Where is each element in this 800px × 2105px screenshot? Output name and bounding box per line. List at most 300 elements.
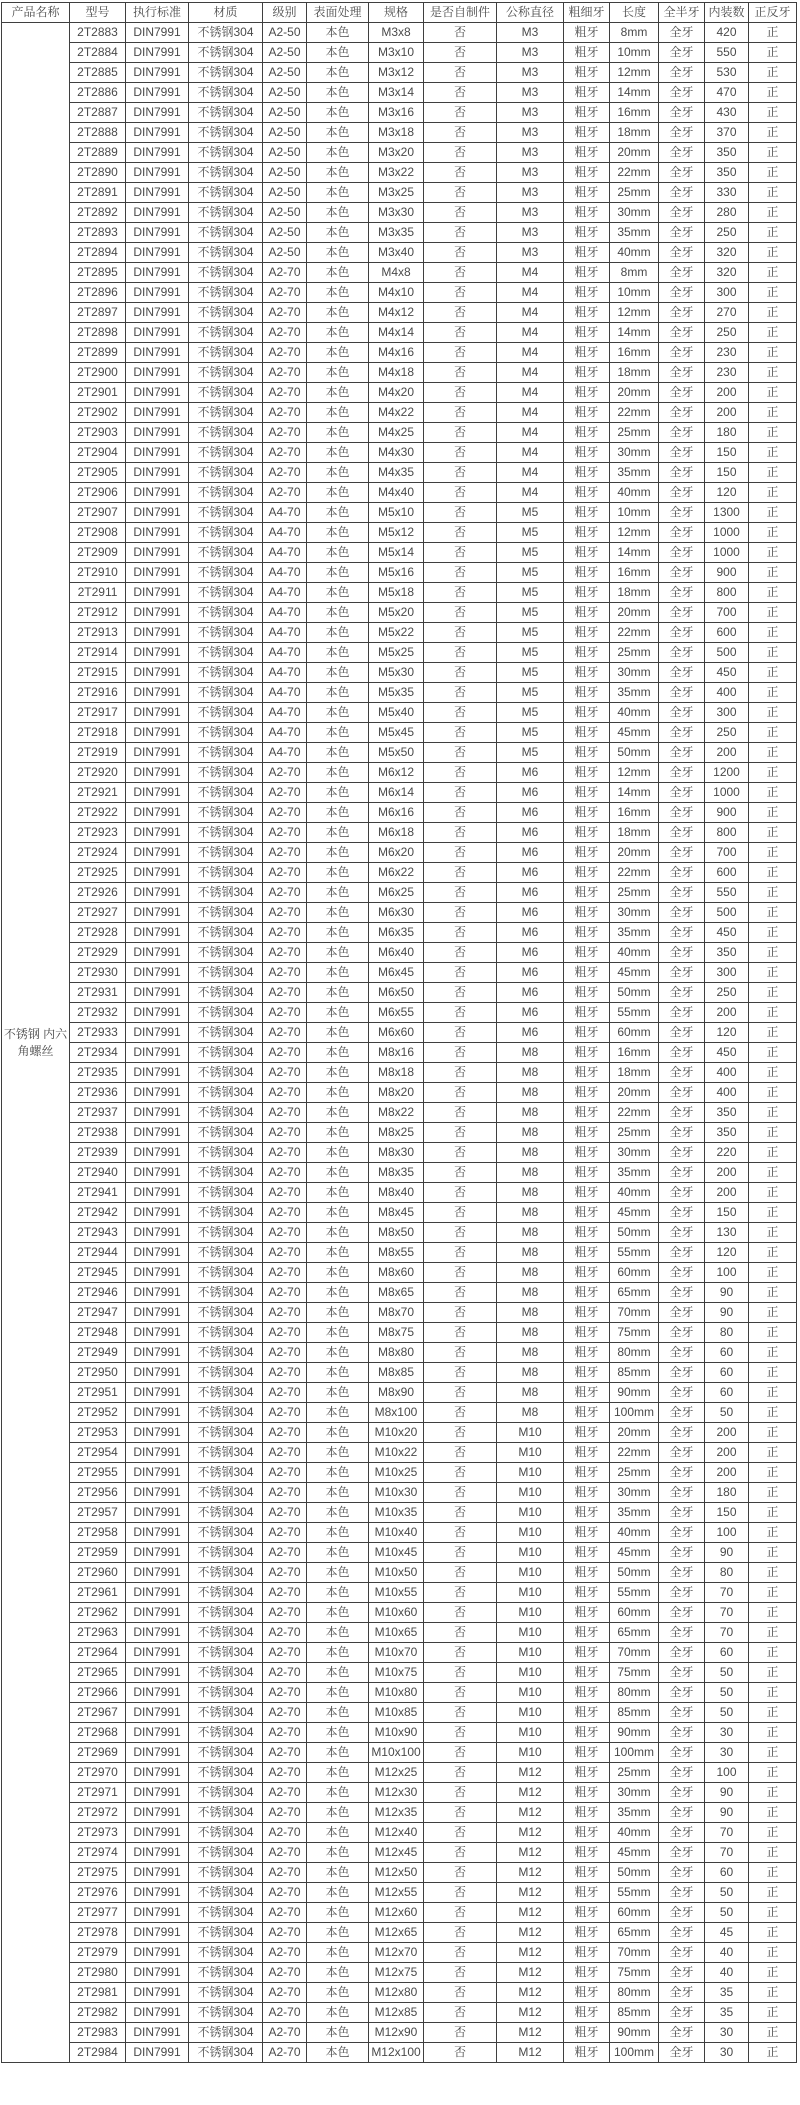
cell-spec: M12x35: [369, 1803, 424, 1823]
cell-length: 14mm: [610, 83, 659, 103]
table-row: [2, 663, 797, 683]
cell-grade: A2-50: [263, 63, 307, 83]
cell-model: 2T2901: [70, 383, 126, 403]
cell-spec: M6x50: [369, 983, 424, 1003]
cell-selfmade: 否: [424, 1543, 497, 1563]
cell-surface: 本色: [307, 763, 369, 783]
cell-diameter: M5: [497, 683, 564, 703]
cell-fullthread: 全牙: [659, 1643, 705, 1663]
cell-grade: A2-70: [263, 1723, 307, 1743]
cell-fullthread: 全牙: [659, 1123, 705, 1143]
cell-fullthread: 全牙: [659, 1323, 705, 1343]
cell-standard: DIN7991: [126, 903, 189, 923]
cell-material: 不锈钢304: [189, 1123, 263, 1143]
cell-direction: 正: [749, 783, 797, 803]
cell-surface: 本色: [307, 1043, 369, 1063]
cell-material: 不锈钢304: [189, 443, 263, 463]
cell-selfmade: 否: [424, 1083, 497, 1103]
cell-spec: M3x40: [369, 243, 424, 263]
cell-fullthread: 全牙: [659, 303, 705, 323]
cell-material: 不锈钢304: [189, 563, 263, 583]
cell-standard: DIN7991: [126, 1723, 189, 1743]
cell-pitch: 粗牙: [564, 463, 610, 483]
cell-material: 不锈钢304: [189, 1283, 263, 1303]
cell-direction: 正: [749, 183, 797, 203]
cell-surface: 本色: [307, 1803, 369, 1823]
cell-fullthread: 全牙: [659, 1443, 705, 1463]
cell-length: 30mm: [610, 203, 659, 223]
table-row: [2, 943, 797, 963]
table-row: [2, 43, 797, 63]
cell-diameter: M12: [497, 1963, 564, 1983]
cell-selfmade: 否: [424, 1243, 497, 1263]
cell-standard: DIN7991: [126, 363, 189, 383]
cell-surface: 本色: [307, 1163, 369, 1183]
cell-pitch: 粗牙: [564, 1243, 610, 1263]
cell-spec: M3x10: [369, 43, 424, 63]
cell-grade: A2-50: [263, 143, 307, 163]
cell-pitch: 粗牙: [564, 1663, 610, 1683]
table-row: [2, 1263, 797, 1283]
cell-selfmade: 否: [424, 303, 497, 323]
cell-material: 不锈钢304: [189, 1603, 263, 1623]
cell-grade: A2-50: [263, 43, 307, 63]
cell-model: 2T2932: [70, 1003, 126, 1023]
cell-fullthread: 全牙: [659, 223, 705, 243]
cell-surface: 本色: [307, 343, 369, 363]
cell-selfmade: 否: [424, 183, 497, 203]
table-row: [2, 23, 797, 43]
table-row: [2, 1543, 797, 1563]
cell-standard: DIN7991: [126, 1683, 189, 1703]
cell-material: 不锈钢304: [189, 743, 263, 763]
table-row: [2, 1223, 797, 1243]
cell-standard: DIN7991: [126, 583, 189, 603]
cell-fullthread: 全牙: [659, 1263, 705, 1283]
cell-length: 25mm: [610, 1123, 659, 1143]
cell-surface: 本色: [307, 1363, 369, 1383]
cell-material: 不锈钢304: [189, 1303, 263, 1323]
cell-diameter: M10: [497, 1543, 564, 1563]
cell-grade: A4-70: [263, 543, 307, 563]
cell-standard: DIN7991: [126, 123, 189, 143]
cell-spec: M5x45: [369, 723, 424, 743]
col-header-surface: 表面处理: [307, 3, 369, 23]
cell-selfmade: 否: [424, 743, 497, 763]
cell-material: 不锈钢304: [189, 723, 263, 743]
cell-qty: 70: [705, 1843, 749, 1863]
cell-grade: A2-70: [263, 1703, 307, 1723]
cell-selfmade: 否: [424, 383, 497, 403]
cell-fullthread: 全牙: [659, 1343, 705, 1363]
table-row: [2, 403, 797, 423]
cell-selfmade: 否: [424, 1603, 497, 1623]
cell-pitch: 粗牙: [564, 683, 610, 703]
cell-qty: 550: [705, 883, 749, 903]
cell-standard: DIN7991: [126, 483, 189, 503]
cell-qty: 400: [705, 683, 749, 703]
cell-selfmade: 否: [424, 1923, 497, 1943]
cell-direction: 正: [749, 303, 797, 323]
cell-length: 70mm: [610, 1303, 659, 1323]
cell-direction: 正: [749, 563, 797, 583]
cell-qty: 300: [705, 283, 749, 303]
cell-length: 30mm: [610, 1783, 659, 1803]
cell-qty: 220: [705, 1143, 749, 1163]
cell-spec: M8x90: [369, 1383, 424, 1403]
cell-direction: 正: [749, 463, 797, 483]
cell-qty: 1300: [705, 503, 749, 523]
cell-standard: DIN7991: [126, 543, 189, 563]
cell-surface: 本色: [307, 863, 369, 883]
cell-selfmade: 否: [424, 1003, 497, 1023]
cell-model: 2T2947: [70, 1303, 126, 1323]
cell-spec: M10x40: [369, 1523, 424, 1543]
cell-length: 60mm: [610, 1903, 659, 1923]
cell-diameter: M8: [497, 1163, 564, 1183]
cell-length: 40mm: [610, 243, 659, 263]
cell-pitch: 粗牙: [564, 2043, 610, 2063]
cell-fullthread: 全牙: [659, 163, 705, 183]
cell-standard: DIN7991: [126, 1623, 189, 1643]
cell-spec: M3x12: [369, 63, 424, 83]
cell-surface: 本色: [307, 443, 369, 463]
cell-selfmade: 否: [424, 2023, 497, 2043]
cell-qty: 250: [705, 723, 749, 743]
cell-diameter: M6: [497, 763, 564, 783]
cell-spec: M6x45: [369, 963, 424, 983]
cell-spec: M3x25: [369, 183, 424, 203]
cell-fullthread: 全牙: [659, 1283, 705, 1303]
cell-spec: M4x22: [369, 403, 424, 423]
cell-length: 25mm: [610, 1463, 659, 1483]
cell-length: 30mm: [610, 903, 659, 923]
table-row: [2, 1003, 797, 1023]
table-row: [2, 1363, 797, 1383]
cell-model: 2T2918: [70, 723, 126, 743]
cell-direction: 正: [749, 583, 797, 603]
cell-diameter: M8: [497, 1143, 564, 1163]
cell-length: 65mm: [610, 1283, 659, 1303]
cell-qty: 50: [705, 1883, 749, 1903]
cell-material: 不锈钢304: [189, 543, 263, 563]
cell-model: 2T2913: [70, 623, 126, 643]
cell-qty: 90: [705, 1783, 749, 1803]
cell-surface: 本色: [307, 1943, 369, 1963]
cell-material: 不锈钢304: [189, 923, 263, 943]
cell-material: 不锈钢304: [189, 863, 263, 883]
cell-qty: 320: [705, 243, 749, 263]
cell-direction: 正: [749, 323, 797, 343]
cell-qty: 550: [705, 43, 749, 63]
cell-material: 不锈钢304: [189, 1963, 263, 1983]
cell-length: 60mm: [610, 1023, 659, 1043]
cell-qty: 200: [705, 1163, 749, 1183]
cell-model: 2T2889: [70, 143, 126, 163]
cell-direction: 正: [749, 703, 797, 723]
cell-diameter: M12: [497, 1883, 564, 1903]
table-row: [2, 1403, 797, 1423]
cell-direction: 正: [749, 103, 797, 123]
cell-diameter: M12: [497, 1903, 564, 1923]
table-row: [2, 983, 797, 1003]
cell-diameter: M5: [497, 623, 564, 643]
cell-pitch: 粗牙: [564, 603, 610, 623]
cell-spec: M8x65: [369, 1283, 424, 1303]
table-row: [2, 963, 797, 983]
cell-length: 12mm: [610, 303, 659, 323]
cell-direction: 正: [749, 1623, 797, 1643]
cell-pitch: 粗牙: [564, 1063, 610, 1083]
cell-qty: 200: [705, 1183, 749, 1203]
cell-fullthread: 全牙: [659, 1083, 705, 1103]
cell-pitch: 粗牙: [564, 83, 610, 103]
col-header-qty: 内装数: [705, 3, 749, 23]
cell-surface: 本色: [307, 423, 369, 443]
cell-material: 不锈钢304: [189, 783, 263, 803]
cell-direction: 正: [749, 2043, 797, 2063]
cell-surface: 本色: [307, 1723, 369, 1743]
cell-length: 30mm: [610, 443, 659, 463]
cell-direction: 正: [749, 1083, 797, 1103]
cell-selfmade: 否: [424, 1023, 497, 1043]
cell-standard: DIN7991: [126, 1343, 189, 1363]
cell-material: 不锈钢304: [189, 203, 263, 223]
cell-standard: DIN7991: [126, 723, 189, 743]
cell-length: 20mm: [610, 383, 659, 403]
cell-diameter: M8: [497, 1343, 564, 1363]
table-row: [2, 1123, 797, 1143]
cell-length: 55mm: [610, 1583, 659, 1603]
cell-pitch: 粗牙: [564, 1223, 610, 1243]
cell-model: 2T2921: [70, 783, 126, 803]
cell-model: 2T2916: [70, 683, 126, 703]
cell-direction: 正: [749, 1603, 797, 1623]
table-row: [2, 1283, 797, 1303]
cell-model: 2T2944: [70, 1243, 126, 1263]
cell-model: 2T2950: [70, 1363, 126, 1383]
cell-model: 2T2894: [70, 243, 126, 263]
cell-pitch: 粗牙: [564, 1623, 610, 1643]
cell-direction: 正: [749, 763, 797, 783]
cell-diameter: M3: [497, 143, 564, 163]
cell-pitch: 粗牙: [564, 1483, 610, 1503]
cell-diameter: M8: [497, 1063, 564, 1083]
cell-model: 2T2922: [70, 803, 126, 823]
cell-standard: DIN7991: [126, 1743, 189, 1763]
cell-spec: M8x80: [369, 1343, 424, 1363]
cell-diameter: M10: [497, 1443, 564, 1463]
cell-model: 2T2883: [70, 23, 126, 43]
cell-spec: M8x100: [369, 1403, 424, 1423]
cell-selfmade: 否: [424, 223, 497, 243]
cell-diameter: M4: [497, 483, 564, 503]
cell-qty: 100: [705, 1263, 749, 1283]
cell-direction: 正: [749, 1823, 797, 1843]
cell-selfmade: 否: [424, 823, 497, 843]
cell-material: 不锈钢304: [189, 1983, 263, 2003]
cell-spec: M5x30: [369, 663, 424, 683]
cell-spec: M3x30: [369, 203, 424, 223]
cell-diameter: M12: [497, 1783, 564, 1803]
cell-surface: 本色: [307, 1503, 369, 1523]
cell-length: 35mm: [610, 923, 659, 943]
table-row: [2, 323, 797, 343]
cell-length: 35mm: [610, 1163, 659, 1183]
cell-surface: 本色: [307, 1883, 369, 1903]
cell-model: 2T2954: [70, 1443, 126, 1463]
cell-length: 90mm: [610, 2023, 659, 2043]
cell-selfmade: 否: [424, 803, 497, 823]
cell-selfmade: 否: [424, 1063, 497, 1083]
cell-diameter: M5: [497, 703, 564, 723]
cell-fullthread: 全牙: [659, 1063, 705, 1083]
cell-material: 不锈钢304: [189, 883, 263, 903]
cell-diameter: M8: [497, 1083, 564, 1103]
cell-standard: DIN7991: [126, 923, 189, 943]
cell-grade: A2-50: [263, 163, 307, 183]
cell-standard: DIN7991: [126, 23, 189, 43]
cell-length: 100mm: [610, 1403, 659, 1423]
cell-standard: DIN7991: [126, 163, 189, 183]
cell-qty: 350: [705, 1103, 749, 1123]
cell-length: 80mm: [610, 1343, 659, 1363]
cell-standard: DIN7991: [126, 243, 189, 263]
cell-diameter: M8: [497, 1323, 564, 1343]
cell-qty: 60: [705, 1643, 749, 1663]
cell-standard: DIN7991: [126, 1763, 189, 1783]
cell-fullthread: 全牙: [659, 1423, 705, 1443]
cell-surface: 本色: [307, 723, 369, 743]
cell-standard: DIN7991: [126, 283, 189, 303]
cell-grade: A2-70: [263, 1603, 307, 1623]
cell-material: 不锈钢304: [189, 1763, 263, 1783]
cell-diameter: M3: [497, 63, 564, 83]
cell-pitch: 粗牙: [564, 1443, 610, 1463]
cell-length: 18mm: [610, 123, 659, 143]
cell-material: 不锈钢304: [189, 1263, 263, 1283]
cell-grade: A2-70: [263, 1063, 307, 1083]
cell-pitch: 粗牙: [564, 2023, 610, 2043]
cell-surface: 本色: [307, 1523, 369, 1543]
cell-direction: 正: [749, 1703, 797, 1723]
cell-material: 不锈钢304: [189, 1383, 263, 1403]
cell-qty: 200: [705, 1463, 749, 1483]
cell-selfmade: 否: [424, 1743, 497, 1763]
cell-pitch: 粗牙: [564, 1103, 610, 1123]
table-row: [2, 803, 797, 823]
cell-grade: A2-50: [263, 243, 307, 263]
cell-diameter: M4: [497, 363, 564, 383]
cell-qty: 30: [705, 1723, 749, 1743]
table-row: [2, 1343, 797, 1363]
table-row: [2, 863, 797, 883]
table-row: [2, 1703, 797, 1723]
cell-selfmade: 否: [424, 63, 497, 83]
cell-spec: M8x45: [369, 1203, 424, 1223]
cell-material: 不锈钢304: [189, 663, 263, 683]
cell-grade: A2-70: [263, 1583, 307, 1603]
cell-spec: M8x35: [369, 1163, 424, 1183]
cell-length: 18mm: [610, 363, 659, 383]
cell-selfmade: 否: [424, 1263, 497, 1283]
cell-selfmade: 否: [424, 523, 497, 543]
cell-selfmade: 否: [424, 1143, 497, 1163]
cell-diameter: M6: [497, 1023, 564, 1043]
cell-length: 10mm: [610, 43, 659, 63]
cell-direction: 正: [749, 1543, 797, 1563]
cell-pitch: 粗牙: [564, 1083, 610, 1103]
cell-model: 2T2966: [70, 1683, 126, 1703]
table-row: [2, 823, 797, 843]
cell-selfmade: 否: [424, 1383, 497, 1403]
table-row: [2, 1103, 797, 1123]
cell-direction: 正: [749, 1303, 797, 1323]
cell-model: 2T2905: [70, 463, 126, 483]
cell-grade: A2-70: [263, 1743, 307, 1763]
cell-qty: 40: [705, 1963, 749, 1983]
cell-diameter: M4: [497, 263, 564, 283]
col-header-pitch: 粗细牙: [564, 3, 610, 23]
cell-diameter: M6: [497, 903, 564, 923]
cell-pitch: 粗牙: [564, 1643, 610, 1663]
cell-direction: 正: [749, 1723, 797, 1743]
cell-model: 2T2946: [70, 1283, 126, 1303]
cell-grade: A2-70: [263, 1963, 307, 1983]
cell-diameter: M8: [497, 1303, 564, 1323]
cell-diameter: M10: [497, 1683, 564, 1703]
cell-grade: A2-70: [263, 1643, 307, 1663]
cell-model: 2T2980: [70, 1963, 126, 1983]
cell-surface: 本色: [307, 1063, 369, 1083]
cell-model: 2T2983: [70, 2023, 126, 2043]
cell-surface: 本色: [307, 543, 369, 563]
cell-fullthread: 全牙: [659, 1403, 705, 1423]
cell-fullthread: 全牙: [659, 203, 705, 223]
cell-fullthread: 全牙: [659, 1683, 705, 1703]
cell-selfmade: 否: [424, 2003, 497, 2023]
cell-material: 不锈钢304: [189, 1403, 263, 1423]
cell-length: 70mm: [610, 1943, 659, 1963]
cell-material: 不锈钢304: [189, 1503, 263, 1523]
cell-spec: M4x8: [369, 263, 424, 283]
cell-grade: A2-70: [263, 1483, 307, 1503]
cell-length: 40mm: [610, 1523, 659, 1543]
cell-diameter: M6: [497, 883, 564, 903]
cell-qty: 80: [705, 1323, 749, 1343]
cell-spec: M5x12: [369, 523, 424, 543]
cell-pitch: 粗牙: [564, 1823, 610, 1843]
cell-selfmade: 否: [424, 163, 497, 183]
cell-standard: DIN7991: [126, 823, 189, 843]
cell-grade: A4-70: [263, 643, 307, 663]
cell-qty: 40: [705, 1943, 749, 1963]
cell-diameter: M6: [497, 843, 564, 863]
cell-selfmade: 否: [424, 783, 497, 803]
cell-material: 不锈钢304: [189, 383, 263, 403]
cell-material: 不锈钢304: [189, 1743, 263, 1763]
cell-standard: DIN7991: [126, 1523, 189, 1543]
cell-fullthread: 全牙: [659, 243, 705, 263]
cell-standard: DIN7991: [126, 183, 189, 203]
cell-pitch: 粗牙: [564, 823, 610, 843]
cell-surface: 本色: [307, 1483, 369, 1503]
cell-model: 2T2957: [70, 1503, 126, 1523]
cell-material: 不锈钢304: [189, 503, 263, 523]
cell-standard: DIN7991: [126, 1843, 189, 1863]
cell-diameter: M5: [497, 503, 564, 523]
cell-grade: A2-70: [263, 763, 307, 783]
